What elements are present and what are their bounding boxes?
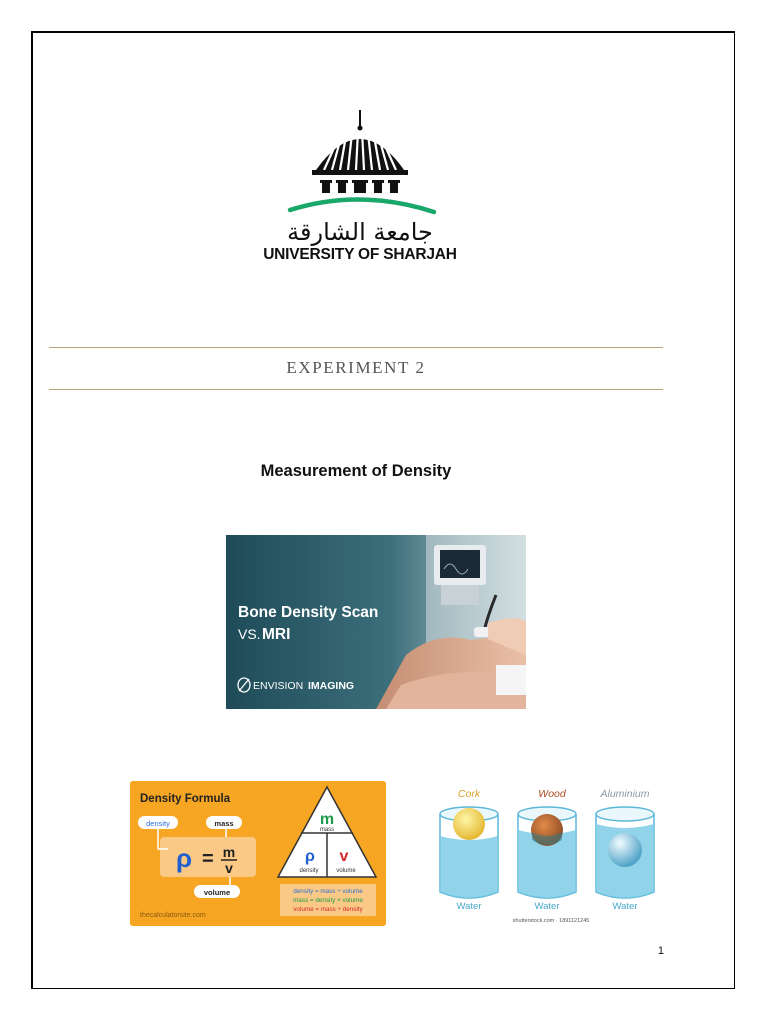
- density-tag: density: [146, 819, 170, 828]
- water-label-2: Water: [534, 901, 560, 912]
- banner-headline: Bone Density Scan: [238, 604, 379, 621]
- banner-brand-bold: IMAGING: [308, 680, 355, 692]
- cork-label: Cork: [457, 788, 481, 800]
- volume-tag: volume: [203, 888, 231, 897]
- svg-text:=: =: [202, 848, 214, 870]
- experiment-heading: EXPERIMENT 2: [286, 358, 426, 377]
- formula-title: Density Formula: [140, 793, 231, 805]
- banner-brand-light: ENVISION: [253, 680, 304, 692]
- formula-m: m: [222, 844, 236, 860]
- water-label-1: Water: [456, 901, 482, 912]
- equation-volume: volume = mass ÷ density: [293, 906, 363, 913]
- rho-symbol: ρ: [175, 843, 193, 873]
- triangle-rho: ρ: [305, 848, 315, 865]
- aluminium-label: Aluminium: [600, 788, 650, 800]
- triangle-volume-label: volume: [336, 868, 356, 874]
- equation-mass: mass = density × volume: [293, 897, 363, 904]
- cork-beaker: [440, 807, 498, 898]
- aluminium-beaker: [596, 807, 654, 898]
- wood-label: Wood: [538, 788, 566, 800]
- triangle-mass-label: mass: [319, 827, 335, 833]
- density-formula-image: [130, 781, 386, 926]
- floating-objects-image: [428, 780, 674, 928]
- triangle-density-label: density: [299, 868, 319, 874]
- banner-subject: MRI: [262, 626, 291, 643]
- page-number: 1: [657, 945, 664, 957]
- triangle-v: v: [339, 848, 349, 865]
- formula-credit: thecalculatorsite.com: [140, 912, 206, 919]
- equation-density: density = mass ÷ volume: [293, 888, 363, 895]
- logo-arabic-text: جامعة الشارقة: [287, 218, 433, 246]
- wood-beaker: [518, 807, 576, 898]
- top-divider: [49, 347, 663, 348]
- logo-english-text: UNIVERSITY OF SHARJAH: [263, 246, 457, 263]
- mass-tag: mass: [214, 819, 234, 828]
- banner-vs: VS.: [238, 626, 261, 642]
- document-title: Measurement of Density: [260, 462, 452, 480]
- water-figure-credit: shutterstock.com · 1891121245: [512, 918, 590, 924]
- formula-v: v: [225, 860, 233, 876]
- water-label-3: Water: [612, 901, 638, 912]
- bottom-divider: [49, 389, 663, 390]
- triangle-m: m: [319, 811, 335, 828]
- bone-density-banner-image: [226, 535, 526, 709]
